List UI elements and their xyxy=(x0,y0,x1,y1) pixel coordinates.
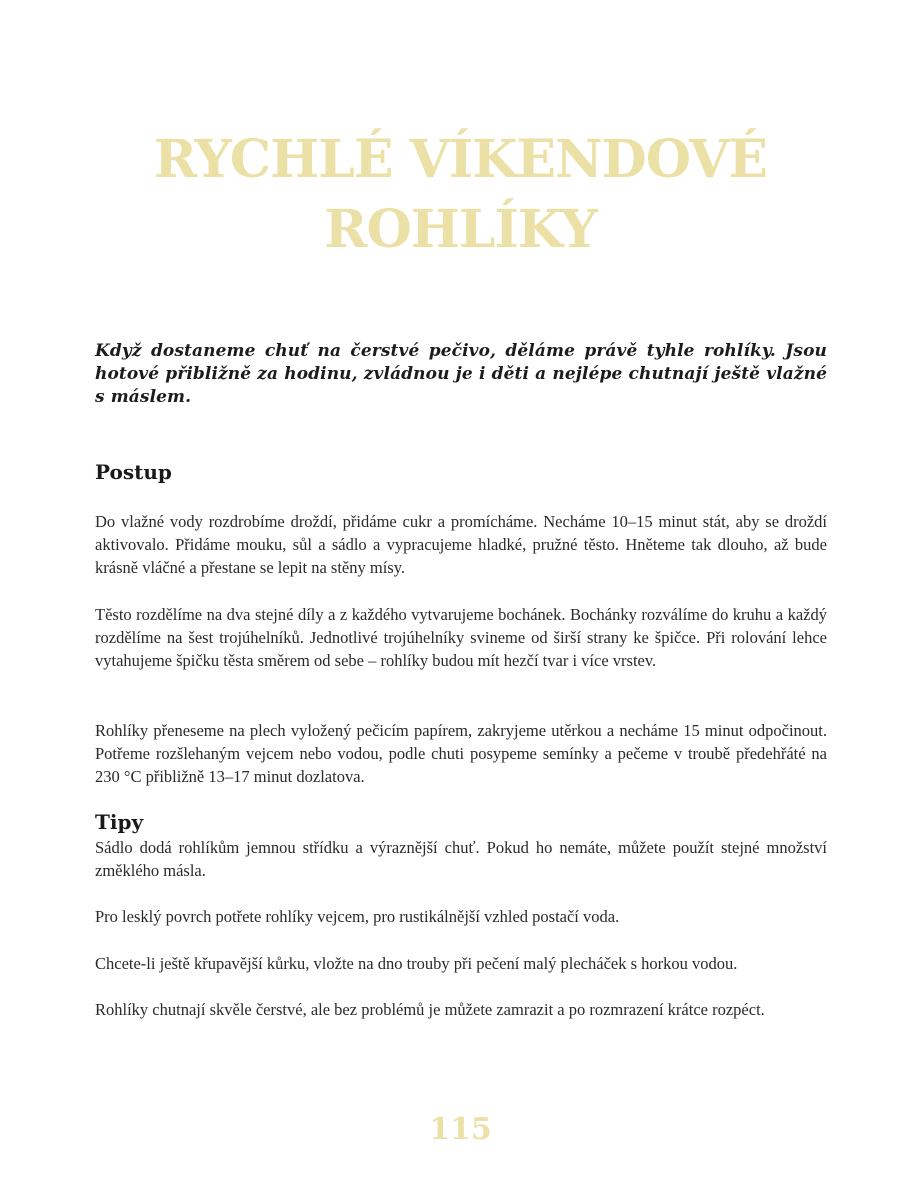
page-title-line-2: ROHLÍKY xyxy=(324,199,597,260)
tipy-paragraph-1: Sádlo dodá rohlíkům jemnou střídku a výraznější chuť. Pokud ho nemáte, můžete použít stejné množství změklého másla. xyxy=(95,838,827,880)
tipy-paragraph-2: Pro lesklý povrch potřete rohlíky vejcem, pro rustikálnější vzhled postačí voda. xyxy=(95,907,620,926)
section-heading-tipy: Tipy xyxy=(95,810,144,834)
section-heading-postup: Postup xyxy=(95,460,172,484)
postup-paragraph-3: Rohlíky přeneseme na plech vyložený pečicím papírem, zakryjeme utěrkou a necháme 15 minut odpočinout. Potřeme rozšlehaným vejcem nebo vodou, podle chuti posypeme semínky a pečeme v troubě předehřáté na 230 °C přibližně 13–17 minut dozlatova. xyxy=(95,721,827,786)
page-title-line-1: RYCHLÉ VÍKENDOVÉ xyxy=(153,129,768,190)
postup-paragraph-1: Do vlažné vody rozdrobíme droždí, přidáme cukr a promícháme. Necháme 10–15 minut stát, aby se droždí aktivovalo. Přidáme mouku, sůl a sádlo a vypracujeme hladké, pružné těsto. Hněteme tak dlouho, až bude krásně vláčné a přestane se lepit na stěny mísy. xyxy=(95,512,827,577)
tipy-paragraph-4: Rohlíky chutnají skvěle čerstvé, ale bez problémů je můžete zamrazit a po rozmrazení krátce rozpéct. xyxy=(95,1000,765,1019)
tipy-paragraph-3: Chcete-li ještě křupavější kůrku, vložte na dno trouby při pečení malý plecháček s horkou vodou. xyxy=(95,954,738,973)
postup-paragraph-2: Těsto rozdělíme na dva stejné díly a z každého vytvarujeme bochánek. Bochánky rozválíme do kruhu a každý rozdělíme na šest trojúhelníků. Jednotlivé trojúhelníky svineme od širší strany ke špičce. Při rolování lehce vytahujeme špičku těsta směrem od sebe – rohlíky budou mít hezčí tvar i více vrstev. xyxy=(95,605,827,670)
page-number: 115 xyxy=(429,1112,492,1147)
page-title xyxy=(60,125,861,265)
intro-paragraph: Když dostaneme chuť na čerstvé pečivo, děláme právě tyhle rohlíky. Jsou hotové přibližně za hodinu, zvládnou je i děti a nejlépe chutnají ještě vlažné s máslem. xyxy=(95,341,827,407)
